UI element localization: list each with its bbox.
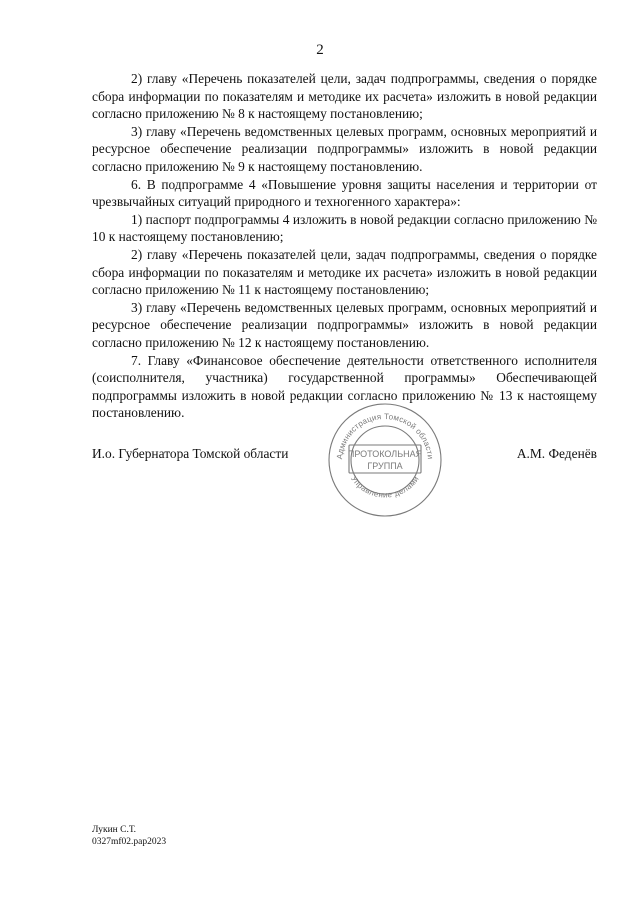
stamp-top-text: Администрация Томской области bbox=[335, 411, 435, 460]
stamp-bottom-text: Управление делами bbox=[349, 474, 421, 500]
footer-file-code: 0327mf02.pap2023 bbox=[92, 837, 167, 847]
paragraph-6-1: 1) паспорт подпрограммы 4 изложить в новой редакции согласно приложению № 10 к настоящему постановлению; bbox=[92, 211, 597, 245]
stamp-center-line2: ГРУППА bbox=[367, 461, 403, 471]
paragraph-6: 6. В подпрограмме 4 «Повышение уровня защиты населения и территории от чрезвычайных ситуаций природного и техногенного характера»: bbox=[92, 176, 597, 210]
paragraph-6-2: 2) главу «Перечень показателей цели, задач подпрограммы, сведения о порядке сбора информации по показателям и методике их расчета» изложить в новой редакции согласно приложению № 11 к настоящему постановлению; bbox=[92, 246, 597, 298]
page-number: 2 bbox=[316, 42, 324, 58]
footer-author: Лукин С.Т. bbox=[92, 825, 137, 835]
paragraph-2-2: 2) главу «Перечень показателей цели, задач подпрограммы, сведения о порядке сбора информации по показателям и методике их расчета» изложить в новой редакции согласно приложению № 8 к настоящему постановлению; bbox=[92, 71, 597, 122]
document-body bbox=[92, 70, 597, 422]
official-stamp bbox=[325, 400, 445, 520]
paragraph-7: 7. Главу «Финансовое обеспечение деятельности ответственного исполнителя (соисполнителя, участника) государственной программы» Обеспечивающей подпрограммы изложить в новой редакции согласно приложению № 13 к настоящему постановлению. bbox=[92, 352, 597, 421]
stamp-center-line1: ПРОТОКОЛЬНАЯ bbox=[347, 449, 423, 459]
signatory-name: А.М. Феденёв bbox=[516, 446, 597, 461]
paragraph-2-3: 3) главу «Перечень ведомственных целевых программ, основных мероприятий и ресурсное обеспечение реализации подпрограммы» изложить в новой редакции согласно приложению № 9 к настоящему постановлению. bbox=[92, 123, 597, 174]
paragraph-6-3: 3) главу «Перечень ведомственных целевых программ, основных мероприятий и ресурсное обеспечение реализации подпрограммы» изложить в новой редакции согласно приложению № 12 к настоящему постановлению. bbox=[92, 299, 597, 350]
signatory-position: И.о. Губернатора Томской области bbox=[92, 446, 289, 461]
footer-info bbox=[92, 824, 166, 848]
